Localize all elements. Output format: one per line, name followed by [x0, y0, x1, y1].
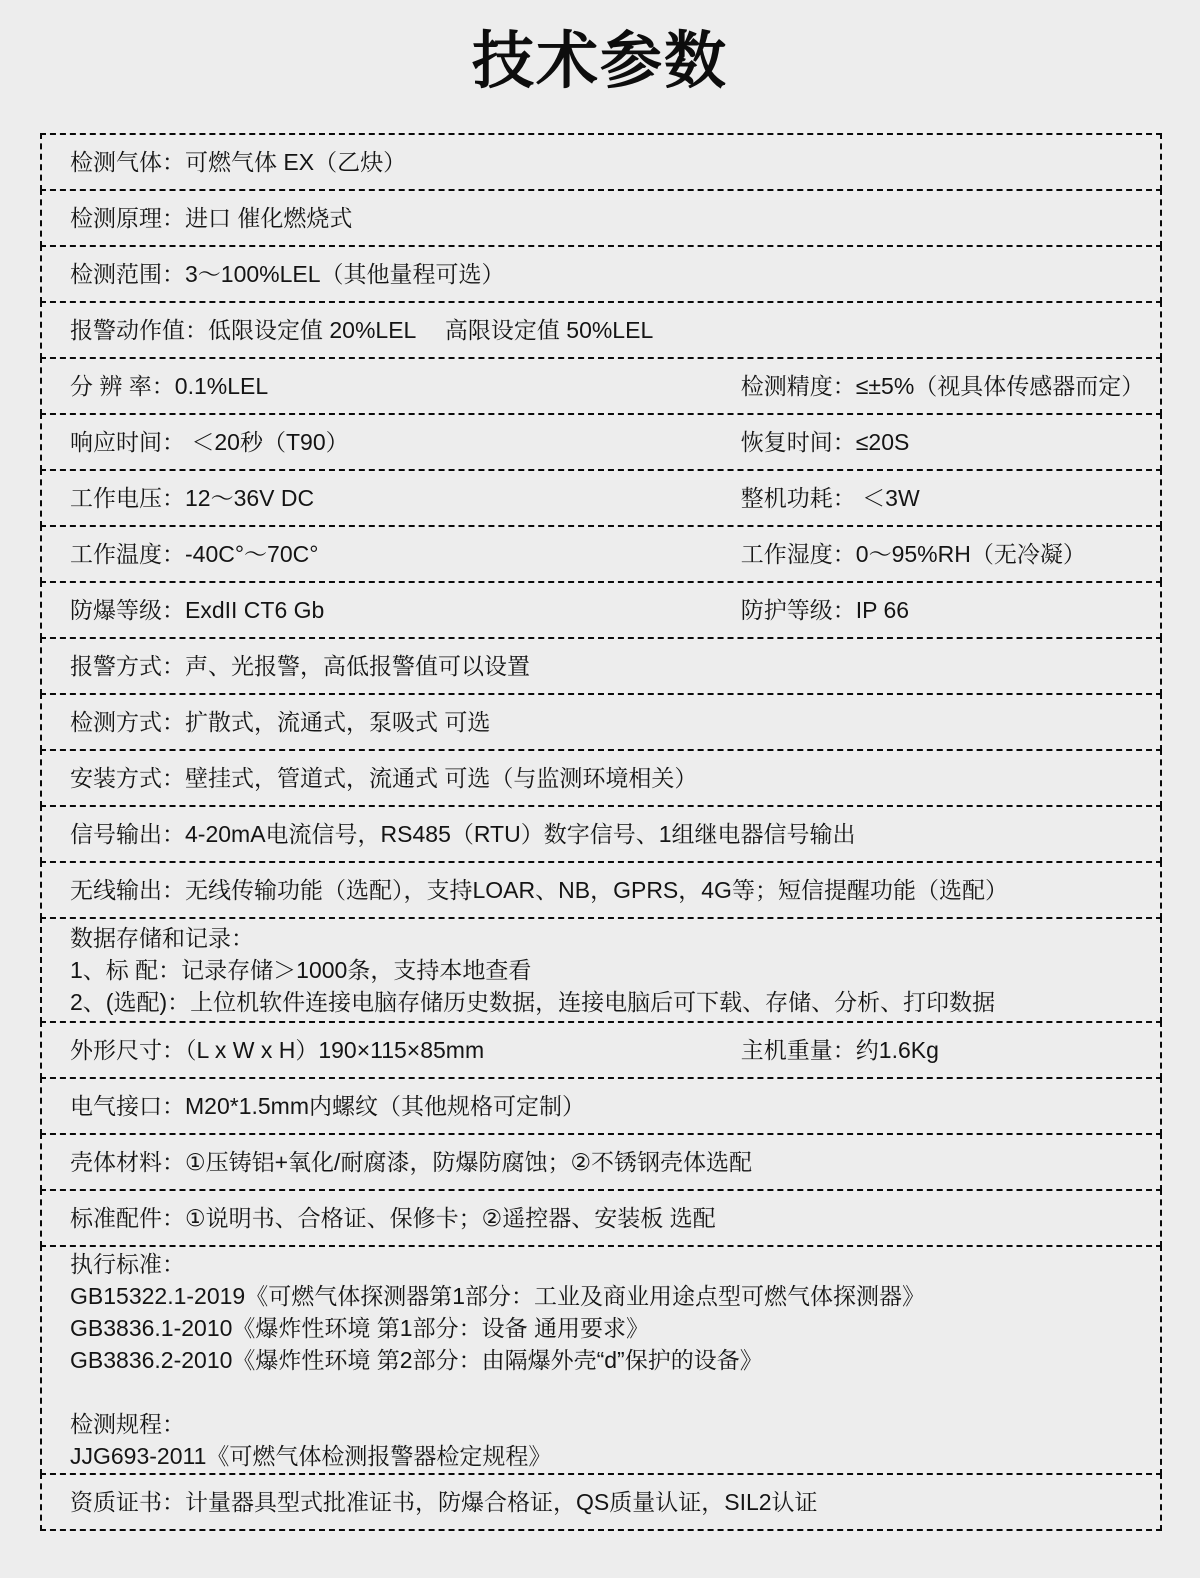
spec-table	[40, 133, 1162, 1531]
spec-text: 报警方式：声、光报警，高低报警值可以设置	[70, 652, 530, 679]
spec-text-power-consumption: 整机功耗： ＜3W	[740, 484, 920, 511]
spec-text: 检测范围：3～100%LEL（其他量程可选）	[70, 260, 505, 287]
row-qualification-certificates	[40, 1473, 1162, 1531]
spec-line: 1、标 配：记录存储＞1000条，支持本地查看	[70, 957, 532, 983]
spec-text: 电气接口：M20*1.5mm内螺纹（其他规格可定制）	[70, 1092, 585, 1119]
data-storage-block	[42, 922, 1160, 1018]
spec-text: 壳体材料：①压铸铝+氧化/耐腐漆，防爆防腐蚀；②不锈钢壳体选配	[70, 1148, 753, 1175]
spec-line: GB3836.1-2010《爆炸性环境 第1部分：设备 通用要求》	[70, 1315, 649, 1341]
spec-text: 报警动作值：低限设定值 20%LEL 高限设定值 50%LEL	[70, 316, 654, 343]
spec-line: 数据存储和记录：	[70, 925, 254, 951]
spec-text-working-temperature: 工作温度：-40C°～70C°	[70, 540, 319, 567]
spec-line-blank	[42, 1376, 1160, 1408]
spec-text-working-voltage: 工作电压：12～36V DC	[70, 484, 315, 511]
spec-text: 检测方式：扩散式，流通式，泵吸式 可选	[70, 708, 491, 735]
spec-text-dimensions: 外形尺寸：（L x W x H）190×115×85mm	[70, 1036, 485, 1063]
spec-text-weight: 主机重量：约1.6Kg	[740, 1036, 939, 1063]
row-electrical-interface	[40, 1077, 1162, 1135]
page-title: 技术参数	[471, 27, 728, 96]
spec-line: 2、(选配)：上位机软件连接电脑存储历史数据，连接电脑后可下载、存储、分析、打印数据	[70, 989, 996, 1015]
spec-text-working-humidity: 工作湿度：0～95%RH（无冷凝）	[740, 540, 1086, 567]
spec-line: 检测规程：	[70, 1411, 185, 1437]
row-installation-mode	[40, 749, 1162, 807]
row-standards-regulations	[40, 1245, 1162, 1475]
row-resolution-accuracy	[40, 357, 1162, 415]
row-detection-range	[40, 245, 1162, 303]
row-response-recovery-time	[40, 413, 1162, 471]
spec-text-response-time: 响应时间： ＜20秒（T90）	[70, 428, 349, 455]
row-wireless-output	[40, 861, 1162, 919]
row-detection-gas	[40, 133, 1162, 191]
spec-text: 安装方式：壁挂式，管道式，流通式 可选（与监测环境相关）	[70, 764, 698, 791]
spec-line: JJG693-2011《可燃气体检测报警器检定规程》	[70, 1443, 552, 1469]
row-alarm-mode	[40, 637, 1162, 695]
spec-text: 信号输出：4-20mA电流信号，RS485（RTU）数字信号、1组继电器信号输出	[70, 820, 856, 847]
spec-text-recovery-time: 恢复时间：≤20S	[740, 428, 910, 455]
row-alarm-action-value	[40, 301, 1162, 359]
standards-block	[42, 1248, 1160, 1472]
row-signal-output	[40, 805, 1162, 863]
row-detection-mode	[40, 693, 1162, 751]
row-data-storage	[40, 917, 1162, 1023]
row-explosionproof-ip-rating	[40, 581, 1162, 639]
spec-text: 无线输出：无线传输功能（选配），支持LOAR、NB，GPRS，4G等；短信提醒功能（选配）	[70, 876, 1008, 903]
spec-text: 检测原理：进口 催化燃烧式	[70, 204, 353, 231]
row-detection-principle	[40, 189, 1162, 247]
spec-text-protection-grade: 防护等级：IP 66	[740, 596, 910, 623]
row-voltage-power	[40, 469, 1162, 527]
spec-line: GB15322.1-2019《可燃气体探测器第1部分：工业及商业用途点型可燃气体探测器》	[70, 1283, 925, 1309]
spec-text-accuracy: 检测精度：≤±5%（视具体传感器而定）	[740, 372, 1145, 399]
spec-line: 执行标准：	[70, 1251, 185, 1277]
row-dimensions-weight	[40, 1021, 1162, 1079]
spec-text-explosionproof-grade: 防爆等级：ExdII CT6 Gb	[70, 596, 325, 623]
row-standard-accessories	[40, 1189, 1162, 1247]
spec-text-resolution: 分 辨 率：0.1%LEL	[70, 372, 269, 399]
row-housing-material	[40, 1133, 1162, 1191]
spec-text: 资质证书：计量器具型式批准证书，防爆合格证，QS质量认证，SIL2认证	[70, 1488, 818, 1515]
spec-text: 检测气体：可燃气体 EX（乙炔）	[70, 148, 407, 175]
row-temperature-humidity	[40, 525, 1162, 583]
spec-line: GB3836.2-2010《爆炸性环境 第2部分：由隔爆外壳“d”保护的设备》	[70, 1347, 763, 1373]
spec-text: 标准配件：①说明书、合格证、保修卡；②遥控器、安装板 选配	[70, 1204, 716, 1231]
